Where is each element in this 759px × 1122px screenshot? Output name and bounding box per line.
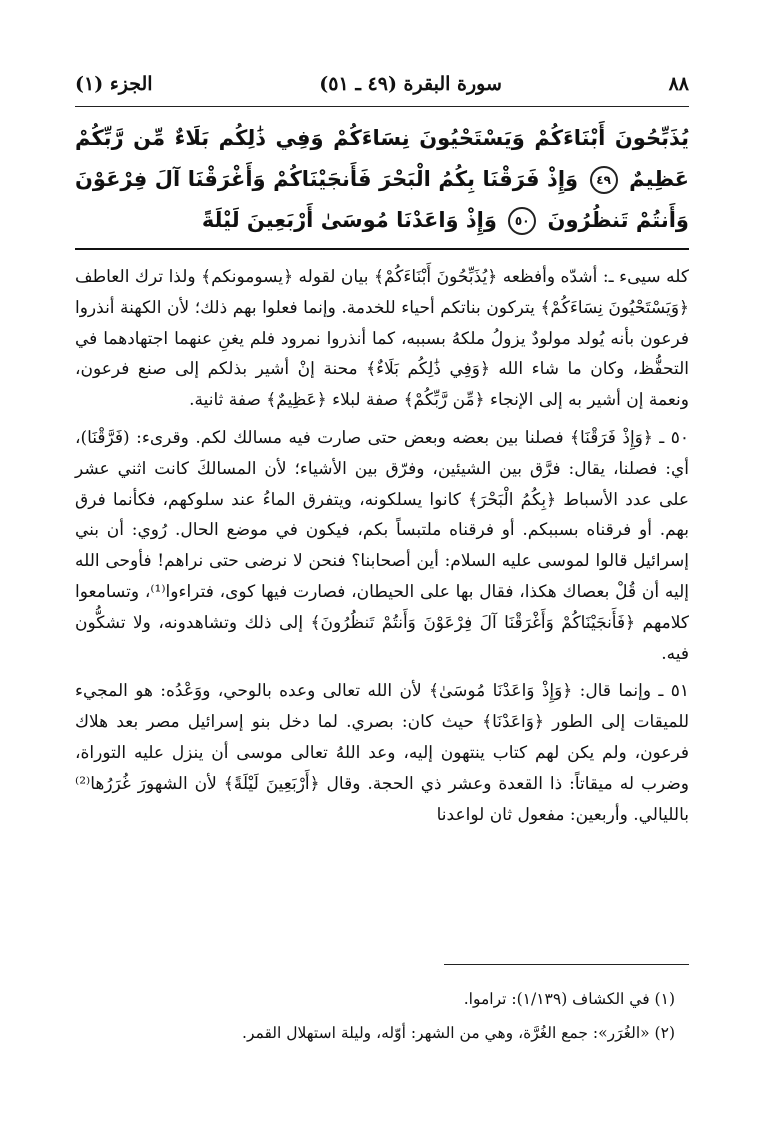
footnote-divider (444, 964, 689, 965)
commentary-paragraph-51: ٥١ ـ وإنما قال: ﴿وَإِذْ وَاعَدْنَا مُوسَىٰ﴾ لأن الله تعالى وعده بالوحي، ووَعْدُه: هو المجيء للميقات إلى الطور ﴿وَاعَدْنَا﴾ حيث كان: بصري. لما دخل بنو إسرائيل مصر بعد هلاك فرعون، ولم يكن لهم كتاب ينتهون إليه، وعد اللهُ تعالى موسى أن ينزل عليه التوراة، وضرب له ميقاتاً: ذا القعدة وعشر ذي الحجة. وقال ﴿أَرْبَعِينَ لَيْلَةً﴾ لأن الشهورَ غُرَرُها⁽²⁾ بالليالي. وأربعين: مفعول ثان لواعدنا (75, 681, 689, 825)
page-header (75, 66, 689, 102)
juz-label: الجزء (١) (75, 73, 153, 95)
footnote-2: (٢) «الغُرَر»: جمع الغُرَّة، وهي من الشهر: أوّله، وليلة استهلال القمر. (242, 1024, 675, 1042)
quran-text-block (75, 118, 689, 241)
surah-title: سورة البقرة (٤٩ ـ ٥١) (319, 73, 502, 95)
quran-divider (75, 248, 689, 250)
quran-segment-1: يُذَبِّحُونَ أَبْنَاءَكُمْ وَيَسْتَحْيُونَ نِسَاءَكُمْ وَفِي ذَٰلِكُم بَلَاءٌ مِّن رَّبِّكُمْ عَظِيمٌ (75, 126, 689, 191)
commentary-body (75, 262, 689, 837)
page-number: ٨٨ (668, 73, 689, 95)
ayah-marker-50: ٥٠ (508, 207, 536, 235)
footnote-1: (١) في الكشاف (١/١٣٩): تراموا. (463, 990, 675, 1008)
commentary-paragraph-50: ٥٠ ـ ﴿وَإِذْ فَرَقْنَا﴾ فصلنا بين بعضه وبعض حتى صارت فيه مسالك لكم. وقرىء: (فَرَّقْنَا)، أي: فصلنا، يقال: فرَّق بين الشيئين، وفرّق بين الأشياء؛ لأن المسالكَ كانت اثني عشر على عدد الأسباط ﴿بِكُمُ الْبَحْرَ﴾ كانوا يسلكونه، ويتفرق الماءُ عند سلوكهم، فكأنما فرق بهم. أو فرقناه بسببكم. أو فرقناه ملتبساً بكم، فيكون في موضع الحال. رُوي: أن بني إسرائيل قالوا لموسى عليه السلام: أين أصحابنا؟ فنحن لا نرضى حتى نراهم! فأوحى الله إليه أن قُلْ بعصاك هكذا، فقال بها على الحيطان، فصارت فيها كوى، فتراءوا⁽¹⁾، وتسامعوا كلامهم ﴿فَأَنجَيْنَاكُمْ وَأَغْرَقْنَا آلَ فِرْعَوْنَ وَأَنتُمْ تَنظُرُونَ﴾ إلى ذلك وتشاهدونه، ولا تشكُّون فيه. (75, 427, 689, 664)
quran-segment-2: وَإِذْ فَرَقْنَا بِكُمُ الْبَحْرَ فَأَنجَيْنَاكُمْ وَأَغْرَقْنَا آلَ فِرْعَوْنَ وَأَنتُمْ تَنظُرُونَ (75, 167, 689, 232)
footnotes (75, 984, 689, 1052)
quran-segment-3: وَإِذْ وَاعَدْنَا مُوسَىٰ أَرْبَعِينَ لَيْلَةً (201, 208, 497, 232)
commentary-paragraph-1: كله سيىء ـ: أشدّه وأفظعه ﴿يُذَبِّحُونَ أَبْنَاءَكُمْ﴾ بيان لقوله ﴿يسومونكم﴾ ولذا ترك العاطف ﴿وَيَسْتَحْيُونَ نِسَاءَكُمْ﴾ يتركون بناتكم أحياء للخدمة. وإنما فعلوا بهم ذلك؛ لأن الكهنة أنذروا فرعون بأنه يُولد مولودٌ يزولُ ملكهُ بسببه، كما أنذروا نمرود فلم يغنِ عنهما اجتهادهما في التحفُّظ، وكان ما شاء الله ﴿وَفِي ذَٰلِكُم بَلَاءٌ﴾ محنة إنْ أشير بذلكم إلى صنع فرعون، ونعمة إن أشير به إلى الإنجاء ﴿مِّن رَّبِّكُمْ﴾ صفة لبلاء ﴿عَظِيمٌ﴾ صفة ثانية. (75, 267, 689, 411)
ayah-marker-49: ٤٩ (590, 166, 618, 194)
header-divider (75, 106, 689, 107)
